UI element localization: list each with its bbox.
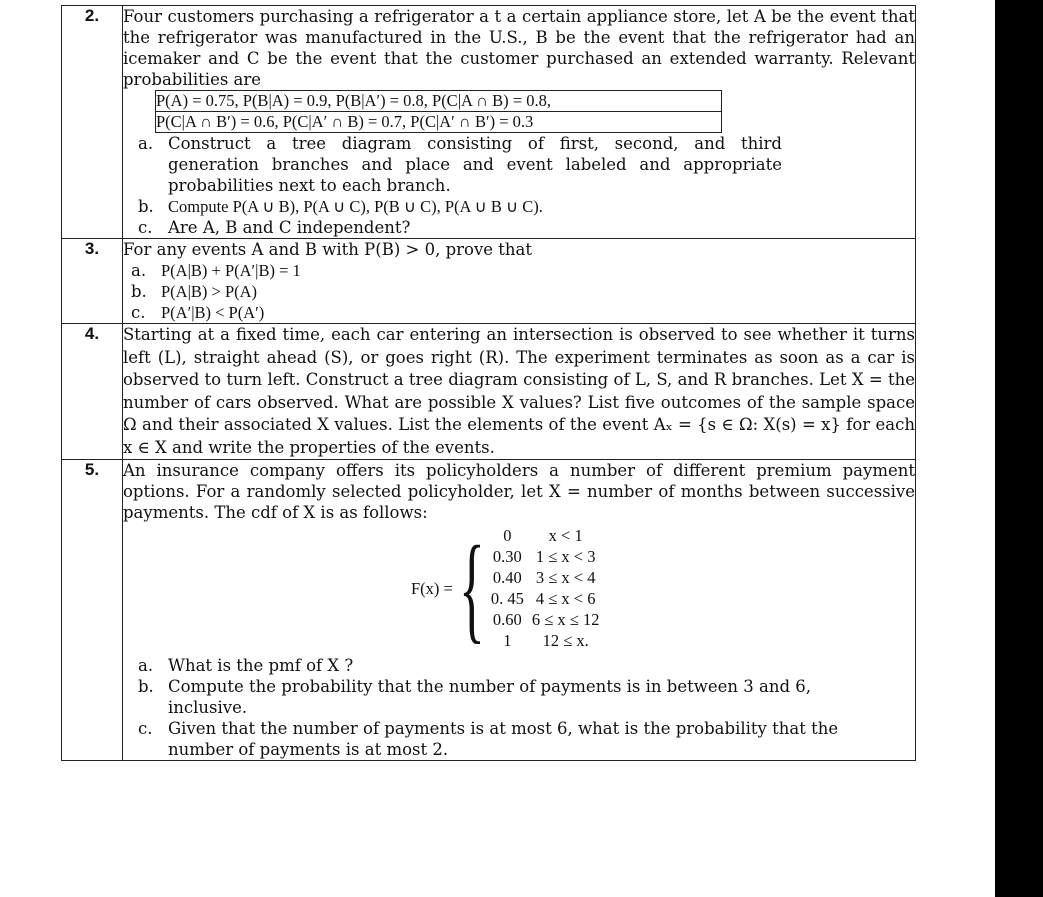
sub-question [131,260,915,281]
sub-question-text: P(A|B) > P(A) [161,282,258,301]
cdf-condition: 3 ≤ x < 4 [535,568,596,587]
question-number: 3. [62,239,123,324]
left-brace: { [458,521,485,654]
question-number: 4. [62,324,123,460]
questions-table [61,5,916,761]
sub-question [138,196,915,217]
sub-question [131,281,915,302]
sub-question-text: P(A|B) + P(A′|B) = 1 [161,261,301,280]
cdf-row [487,546,604,567]
sub-question-label: a. [131,261,147,280]
cdf-row [487,567,604,588]
sub-question [138,133,915,196]
question-5-row [62,460,916,761]
sub-question-label: a. [138,656,154,675]
sub-question-label: a. [138,134,154,153]
question-5-body [123,460,916,761]
right-black-border [995,0,1043,897]
cdf-formula [411,521,915,654]
cdf-condition: 4 ≤ x < 6 [535,589,596,608]
probability-row-1: P(A) = 0.75, P(B|A) = 0.9, P(B|A′) = 0.8, P(C|A ∩ B) = 0.8, [156,91,722,112]
cdf-condition: 1 ≤ x < 3 [535,547,596,566]
sub-question-text: Construct a tree diagram consisting of first, second, and third generation branches and place and event labeled and appropriate probabilities next to each branch. [168,134,782,195]
sub-question [138,655,915,676]
sub-question [138,718,915,760]
cdf-value: 0.30 [492,547,522,566]
cdf-value: 1 [503,631,512,650]
cdf-condition: 6 ≤ x ≤ 12 [531,610,600,629]
sub-question-text: What is the pmf of X ? [168,656,354,675]
question-3-intro: For any events A and B with P(B) > 0, prove that [123,240,533,259]
cdf-cases [487,525,604,651]
question-4-text: Starting at a fixed time, each car entering an intersection is observed to see whether it turns left (L), straight ahead (S), or goes right (R). The experiment terminates as soon as a car is observed to turn left. Construct a tree diagram consisting of L, S, and R branches. Let X = the number of cars observed. What are possible X values? List five outcomes of the sample space Ω and their associated X values. List the elements of the event Aₓ = {s ∈ Ω: X(s) = x} for each x ∈ X and write the properties of the events. [123,324,916,460]
sub-question-text: Compute P(A ∪ B), P(A ∪ C), P(B ∪ C), P(A ∪ B ∪ C). [168,197,543,216]
sub-question-text: P(A′|B) < P(A′) [161,303,265,322]
sub-question-text: Compute the probability that the number of payments is in between 3 and 6, inclusive. [168,677,812,717]
cdf-condition: 12 ≤ x. [542,631,589,650]
cdf-row [487,588,604,609]
probability-row-2: P(C|A ∩ B′) = 0.6, P(C|A′ ∩ B) = 0.7, P(C|A′ ∩ B′) = 0.3 [156,112,722,133]
question-2-intro: Four customers purchasing a refrigerator a t a certain appliance store, let A be the event that the refrigerator was manufactured in the U.S., B be the event that the refrigerator had an icemaker and C be the event that the customer purchased an extended warranty. Relevant probabilities are [123,7,915,89]
question-2-body [123,6,916,239]
cdf-row [487,525,604,546]
sub-question-label: c. [138,719,153,738]
question-3-body [123,239,916,324]
question-2-row [62,6,916,239]
question-4-row [62,324,916,460]
cdf-value: 0.60 [492,610,522,629]
sub-question-text: Given that the number of payments is at most 6, what is the probability that the number of payments is at most 2. [168,719,839,759]
question-5-intro: An insurance company offers its policyholders a number of different premium payment options. For a randomly selected policyholder, let X = number of months between successive payments. The cdf of X is as follows: [123,461,915,522]
cdf-value: 0. 45 [490,589,524,608]
probability-box [155,90,722,133]
cdf-condition: x < 1 [548,526,583,545]
question-3-row [62,239,916,324]
sub-question-label: c. [131,303,146,322]
sub-question [138,217,915,238]
sub-question-label: c. [138,218,153,237]
cdf-value: 0.40 [492,568,522,587]
sub-question [138,676,915,718]
sub-question-text: Are A, B and C independent? [168,218,411,237]
sub-question-label: b. [131,282,147,301]
cdf-label: F(x) = [411,578,453,598]
cdf-row [487,609,604,630]
cdf-value: 0 [503,526,512,545]
cdf-row [487,630,604,651]
sub-question [131,302,915,323]
sub-question-label: b. [138,197,154,216]
question-number: 2. [62,6,123,239]
sub-question-label: b. [138,677,154,696]
question-number: 5. [62,460,123,761]
